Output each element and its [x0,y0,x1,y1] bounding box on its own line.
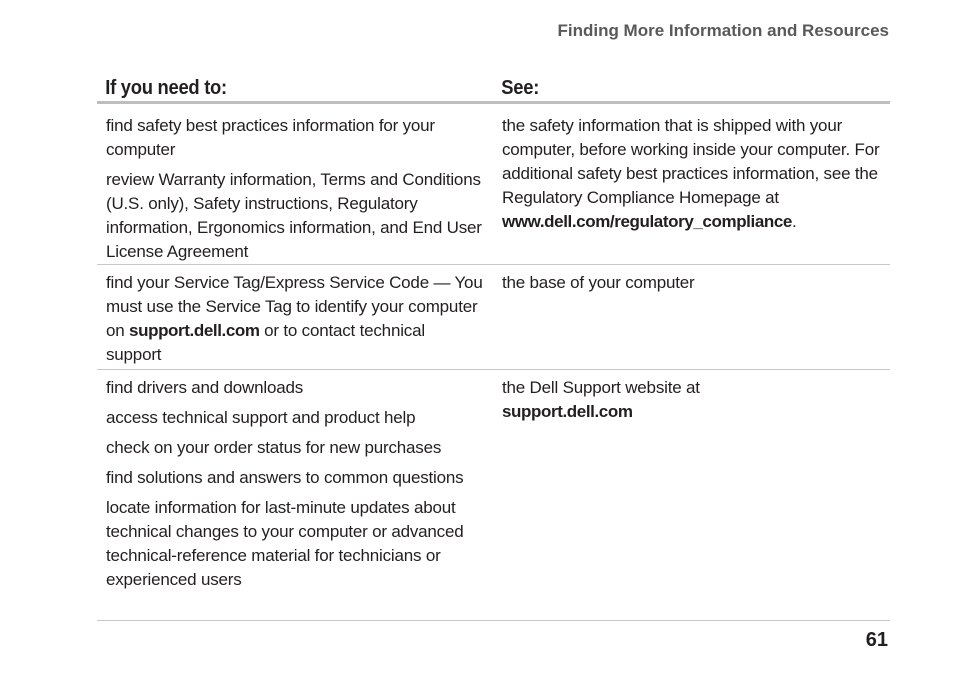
page-number: 61 [865,629,888,651]
table-row [97,265,890,370]
need-item: access technical support and product help [106,408,416,427]
need-item: check on your order status for new purchases [106,438,442,457]
support-dell-link[interactable]: support.dell.com [129,321,260,340]
see-text-after: . [791,212,797,231]
need-item: find drivers and downloads [106,378,304,397]
need-item: locate information for last-minute updates about technical changes to your computer or advanced technical-reference material for technicians or experienced users [106,498,464,589]
running-header-title: Finding More Information and Resources [557,21,889,40]
table-row [97,104,890,265]
see-text-before: the safety information that is shipped with your computer, before working inside your computer. For additional safety best practices information, see the Regulatory Compliance Homepage at [502,116,880,207]
need-item: find safety best practices information for your computer [106,116,435,159]
support-dell-link[interactable]: support.dell.com [502,402,633,421]
need-cell [97,114,493,264]
table-row [97,370,890,621]
see-cell [493,114,890,264]
see-text-before: the Dell Support website at [502,378,700,397]
see-cell [493,271,890,369]
need-item: review Warranty information, Terms and Conditions (U.S. only), Safety instructions, Regulatory information, Ergonomics information, and End User License Agreement [106,170,482,261]
need-cell [97,271,493,369]
need-item [106,271,483,367]
see-text [502,114,886,234]
need-text-before: find your Service Tag/Express Service Code — You must use the Service Tag to identify your computer on [106,273,483,340]
see-cell [493,376,890,620]
column-header-see: See: [501,77,540,99]
need-cell [97,376,493,620]
column-header-need: If you need to: [105,77,227,99]
need-text-after: or to contact technical support [106,321,425,364]
resources-table [97,75,890,621]
see-text [502,376,886,424]
see-text: the base of your computer [502,273,695,292]
table-header-row [97,75,890,104]
need-item: find solutions and answers to common questions [106,468,464,487]
regulatory-compliance-link[interactable]: www.dell.com/regulatory_compliance [502,212,792,231]
